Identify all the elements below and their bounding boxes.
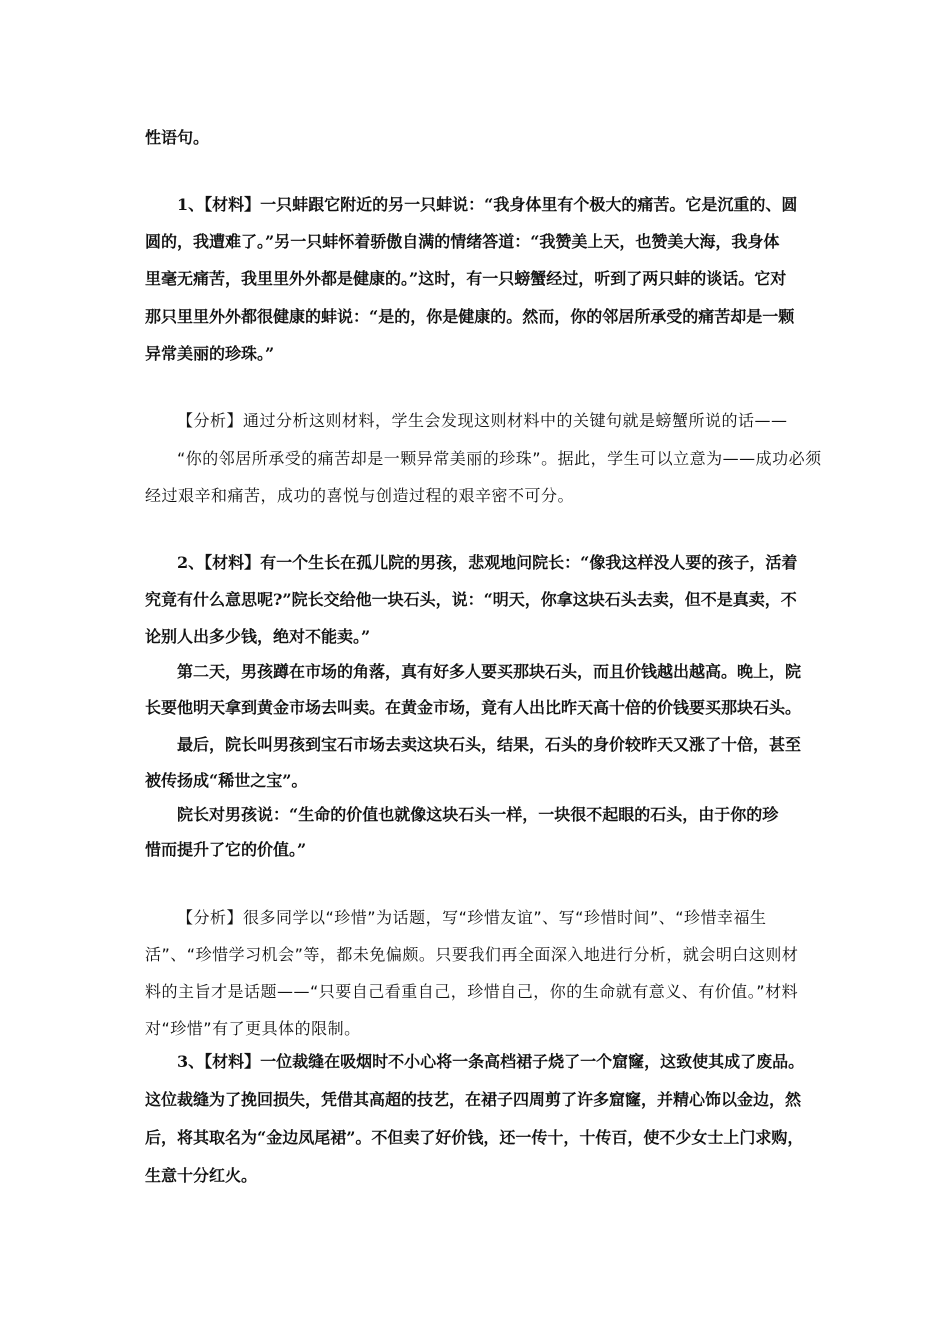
analysis-2-line: 【分析】很多同学以“珍惜”为话题，写“珍惜友谊”、写“珍惜时间”、“珍惜幸福生 [177,908,767,927]
analysis-1-line: “你的邻居所承受的痛苦却是一颗异常美丽的珍珠”。据此，学生可以立意为——成功必须 [177,449,822,468]
material-1-line: 1、【材料】一只蚌跟它附近的另一只蚌说：“我身体里有个极大的痛苦。它是沉重的、圆 [177,195,798,214]
material-3-line: 后，将其取名为“金边凤尾裙”。不但卖了好价钱，还一传十，十传百，使不少女士上门求购， [145,1128,804,1147]
material-2-line: 长要他明天拿到黄金市场去叫卖。在黄金市场，竟有人出比昨天高十倍的价钱要买那块石头。 [145,698,802,717]
analysis-2-line: 对“珍惜”有了更具体的限制。 [145,1019,361,1038]
material-2-line: 最后，院长叫男孩到宝石市场去卖这块石头，结果，石头的身价较昨天又涨了十倍，甚至 [177,735,802,754]
material-2-line: 惜而提升了它的价值。” [145,840,307,859]
material-2-line: 究竟有什么意思呢?”院长交给他一块石头，说：“明天，你拿这块石头去卖，但不是真卖，不 [145,590,797,609]
analysis-1-line: 经过艰辛和痛苦，成功的喜悦与创造过程的艰辛密不可分。 [145,486,575,505]
material-1-line: 那只里里外外都很健康的蚌说：“是的，你是健康的。然而，你的邻居所承受的痛苦却是一颗 [145,307,795,326]
analysis-2-line: 活”、“珍惜学习机会”等，都未免偏颇。只要我们再全面深入地进行分析，就会明白这则材 [145,945,799,964]
material-2-line: 第二天，男孩蹲在市场的角落，真有好多人要买那块石头，而且价钱越出越高。晚上，院 [177,662,802,681]
material-1-line: 里毫无痛苦，我里里外外都是健康的。”这时，有一只螃蟹经过，听到了两只蚌的谈话。它对 [145,269,787,288]
analysis-2-line: 料的主旨才是话题——“只要自己看重自己，珍惜自己，你的生命就有意义、有价值。”材料 [145,982,799,1001]
material-3-line: 生意十分红火。 [145,1166,258,1185]
material-2-line: 院长对男孩说：“生命的价值也就像这块石头一样，一块很不起眼的石头，由于你的珍 [177,805,779,824]
analysis-1-line: 【分析】通过分析这则材料，学生会发现这则材料中的关键句就是螃蟹所说的话—— [177,411,788,430]
text-line: 性语句。 [145,128,210,147]
material-3-line: 这位裁缝为了挽回损失，凭借其高超的技艺，在裙子四周剪了许多窟窿，并精心饰以金边，然 [145,1090,802,1109]
material-1-line: 圆的，我遭难了。”另一只蚌怀着骄傲自满的情绪答道：“我赞美上天，也赞美大海，我身体 [145,232,780,251]
material-3-line: 3、【材料】一位裁缝在吸烟时不小心将一条高档裙子烧了一个窟窿，这致使其成了废品。 [177,1052,805,1071]
material-1-line: 异常美丽的珍珠。” [145,344,275,363]
material-2-line: 被传扬成“稀世之宝”。 [145,771,308,790]
material-2-line: 2、【材料】有一个生长在孤儿院的男孩，悲观地问院长：“像我这样没人要的孩子，活着 [177,553,798,572]
material-2-line: 论别人出多少钱，绝对不能卖。” [145,627,371,646]
